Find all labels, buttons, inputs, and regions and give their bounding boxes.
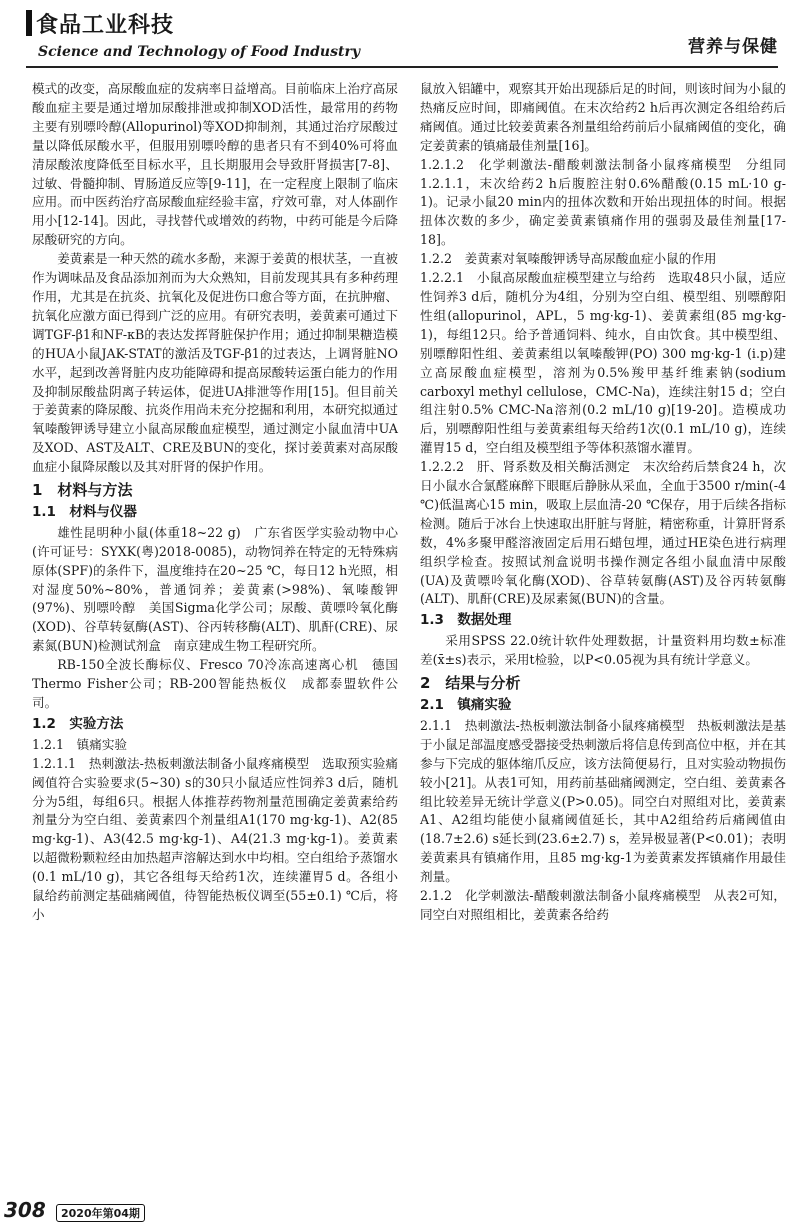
paragraph: RB-150全波长酶标仪、Fresco 70冷冻高速离心机 德国Thermo Fisher公司；RB-200智能热板仪 成都泰盟软件公司。: [32, 657, 398, 710]
paragraph: 模式的改变，高尿酸血症的发病率日益增高。目前临床上治疗高尿酸血症主要是通过增加尿酸排泄或抑制XOD活性，最常用的药物主要有别嘌呤醇(Allopurinol)等XOD抑制剂，其通过治疗尿酸过量以降低尿酸水平，但服用别嘌呤醇的患者只有不到40%可将血清尿酸浓度降低至目标水平，且长期服用会导致肝肾损害[7-8]、过敏、骨髓抑制、胃肠道反应等[9-11]，在一定程度上限制了临床应用。而中医药治疗高尿酸血症经验丰富，疗效可靠，对人体副作用小[12-14]。因此，寻找替代或增效的药物，中药可能是今后降尿酸研究的方向。: [32, 81, 398, 248]
page-header: [0, 0, 800, 70]
section-heading: 1.2.1 镇痛实验: [32, 736, 128, 752]
paragraph: 姜黄素是一种天然的疏水多酚，来源于姜黄的根状茎，一直被作为调味品及食品添加剂而为大众熟知，目前发现其具有多种药理作用，尤其是在抗炎、抗氧化及促进伤口愈合等方面，在抗肿瘤、抗氧化应激方面已得到广泛的应用。有研究表明，姜黄素可通过下调TGF-β1和NF-κB的表达发挥肾脏保护作用；通过抑制果糖造模的HUA小鼠JAK-STAT的激活及TGF-β1的过表达，上调肾脏NO水平，起到改善肾脏内皮功能障碍和提高尿酸转运蛋白能力的作用及抑制尿酸盐阴离子转运体，促进UA排泄等作用[15]。但目前关于姜黄素的降尿酸、抗炎作用尚未充分挖掘和利用，本研究拟通过氧嗪酸钾诱导建立小鼠高尿酸血症模型，通过测定小鼠血清中UA及XOD、AST及ALT、CRE及BUN的变化，探讨姜黄素对高尿酸血症小鼠降尿酸以及其对肝肾的保护作用。: [32, 251, 399, 475]
page-footer: [0, 1192, 800, 1232]
paragraph: 1.2.1.1 热刺激法-热板刺激法制备小鼠疼痛模型 选取预实验痛阈值符合实验要求(5~30) s的30只小鼠适应性饲养3 d后，随机分为5组，每组6只。根据人体推荐药物剂量范围确定姜黄素给药剂量分为空白组、姜黄素四个剂量组A1(170 mg·kg-1)、A2(85 mg·kg-1)、A3(42.5 mg·kg-1)、A4(21.3 mg·kg-1)。姜黄素以超微粉颗粒经由加热超声溶解达到水中均相。空白组给予蒸馏水(0.1 mL/10 g)，其它各组每天给药1次，连续灌胃5 d。各组小鼠给药前测定基础痛阈值，待智能热板仪调至(55±0.1) ℃后，将小: [32, 755, 398, 922]
paragraph: 1.2.2.2 肝、肾系数及相关酶活测定 末次给药后禁食24 h，次日小鼠水合氯醛麻醉下眼眶后静脉从采血，全血于3500 r/min(-4 ℃)低温离心15 min，吸取上层血清-20 ℃保存，用于后续各指标检测。随后于冰台上快速取出肝脏与肾脏，精密称重，计算肝肾系数，4%多聚甲醛溶液固定后用石蜡包埋，通过HE染色进行病理组织学检查。按照试剂盒说明书操作测定各组小鼠血清中尿酸(UA)及黄嘌呤氧化酶(XOD)、谷草转氨酶(AST)及谷丙转氨酶(ALT)、肌酐(CRE)及尿素氮(BUN)的含量。: [420, 459, 786, 607]
section-heading: 1.3 数据处理: [420, 612, 512, 629]
right-column: [420, 80, 786, 925]
paragraph: 采用SPSS 22.0统计软件处理数据，计量资料用均数±标准差(x̄±s)表示，采用t检验，以P<0.05视为具有统计学意义。: [420, 633, 786, 668]
issue-badge: 2020年第04期: [56, 1204, 145, 1222]
section-heading: 1.2.2 姜黄素对氧嗪酸钾诱导高尿酸血症小鼠的作用: [420, 251, 717, 267]
section-tag: 营养与保健: [688, 37, 778, 57]
section-heading: 1.2 实验方法: [32, 715, 124, 732]
left-column: [32, 80, 398, 925]
paragraph: 1.2.2.1 小鼠高尿酸血症模型建立与给药 选取48只小鼠，适应性饲养3 d后，随机分为4组，分别为空白组、模型组、别嘌醇阳性组(allopurinol，APL，5 mg·kg-1)、姜黄素组(85 mg·kg-1)，每组12只。给予普通饲料、纯水，自由饮食。其中模型组、别嘌醇阳性组、姜黄素组以氧嗪酸钾(PO) 300 mg·kg-1 (i.p)建立高尿酸血症模型，溶剂为0.5%羧甲基纤维素钠(sodium carboxyl methyl cellulose，CMC-Na)，连续注射15 d；空白组注射0.5% CMC-Na溶剂(0.2 mL/10 g)[19-20]。造模成功后，别嘌醇阳性组与姜黄素组每天给药1次(0.1 mL/10 g)，连续灌胃15 d，空白组及模型组予等体积蒸馏水灌胃。: [420, 270, 786, 456]
header-rule: [26, 66, 778, 68]
section-heading: 1.1 材料与仪器: [32, 503, 137, 520]
section-heading: 2.1 镇痛实验: [420, 697, 512, 713]
page-number: 308: [4, 1198, 46, 1222]
paragraph: 2.1.2 化学刺激法-醋酸刺激法制备小鼠疼痛模型 从表2可知，同空白对照组相比，姜黄素各给药: [420, 888, 786, 922]
paragraph: 1.2.1.2 化学刺激法-醋酸刺激法制备小鼠疼痛模型 分组同1.2.1.1，末次给药2 h后腹腔注射0.6%醋酸(0.15 mL·10 g-1)。记录小鼠20 min内的扭体次数和开始出现扭体的时间。根据扭体次数的多少，确定姜黄素镇痛作用的强弱及最佳剂量[17-18]。: [420, 156, 786, 248]
paragraph: 雄性昆明种小鼠(体重18~22 g) 广东省医学实验动物中心(许可证号：SYXK(粤)2018-0085)，动物饲养在特定的无特殊病原体(SPF)的条件下，温度维持在20~25 ℃，每日12 h光照，相对湿度50%~80%，普通饲养；姜黄素(>98%)、氧嗪酸钾(97%)、别嘌呤醇 美国Sigma化学公司；尿酸、黄嘌呤氧化酶(XOD)、谷草转氨酶(AST)、谷丙转移酶(ALT)、肌酐(CRE)、尿素氮(BUN)检测试剂盒 南京建成生物工程研究所。: [32, 524, 398, 654]
section-heading: 1 材料与方法: [32, 481, 133, 500]
journal-logo-mark: [26, 10, 32, 36]
paragraph: 2.1.1 热刺激法-热板刺激法制备小鼠疼痛模型 热板刺激法是基于小鼠足部温度感受器接受热刺激后将信息传到高位中枢，并在其参与下完成的躯体缩爪反应，该方法简便易行，且对实验动物损伤较小[21]。从表1可知，用药前基础痛阈测定，空白组、姜黄素各组比较差异无统计学意义(P>0.05)。同空白对照组对比，姜黄素A1、A2组均能使小鼠痛阈值延长，其中A2组给药后痛阈值由(18.7±2.6) s延长到(23.6±2.7) s，差异极显著(P<0.01)；表明姜黄素具有镇痛作用，且85 mg·kg-1为姜黄素发挥镇痛作用最佳剂量。: [420, 717, 786, 885]
paragraph: 鼠放入铝罐中，观察其开始出现舔后足的时间，则该时间为小鼠的热痛反应时间，即痛阈值。在末次给药2 h后再次测定各组给药后痛阈值。通过比较姜黄素各剂量组给药前后小鼠痛阈值的变化，确定姜黄素的镇痛最佳剂量[16]。: [420, 81, 786, 153]
journal-title-en: Science and Technology of Food Industry: [38, 44, 360, 60]
journal-title-cn: 食品工业科技: [36, 13, 175, 38]
section-heading: 2 结果与分析: [420, 674, 521, 693]
